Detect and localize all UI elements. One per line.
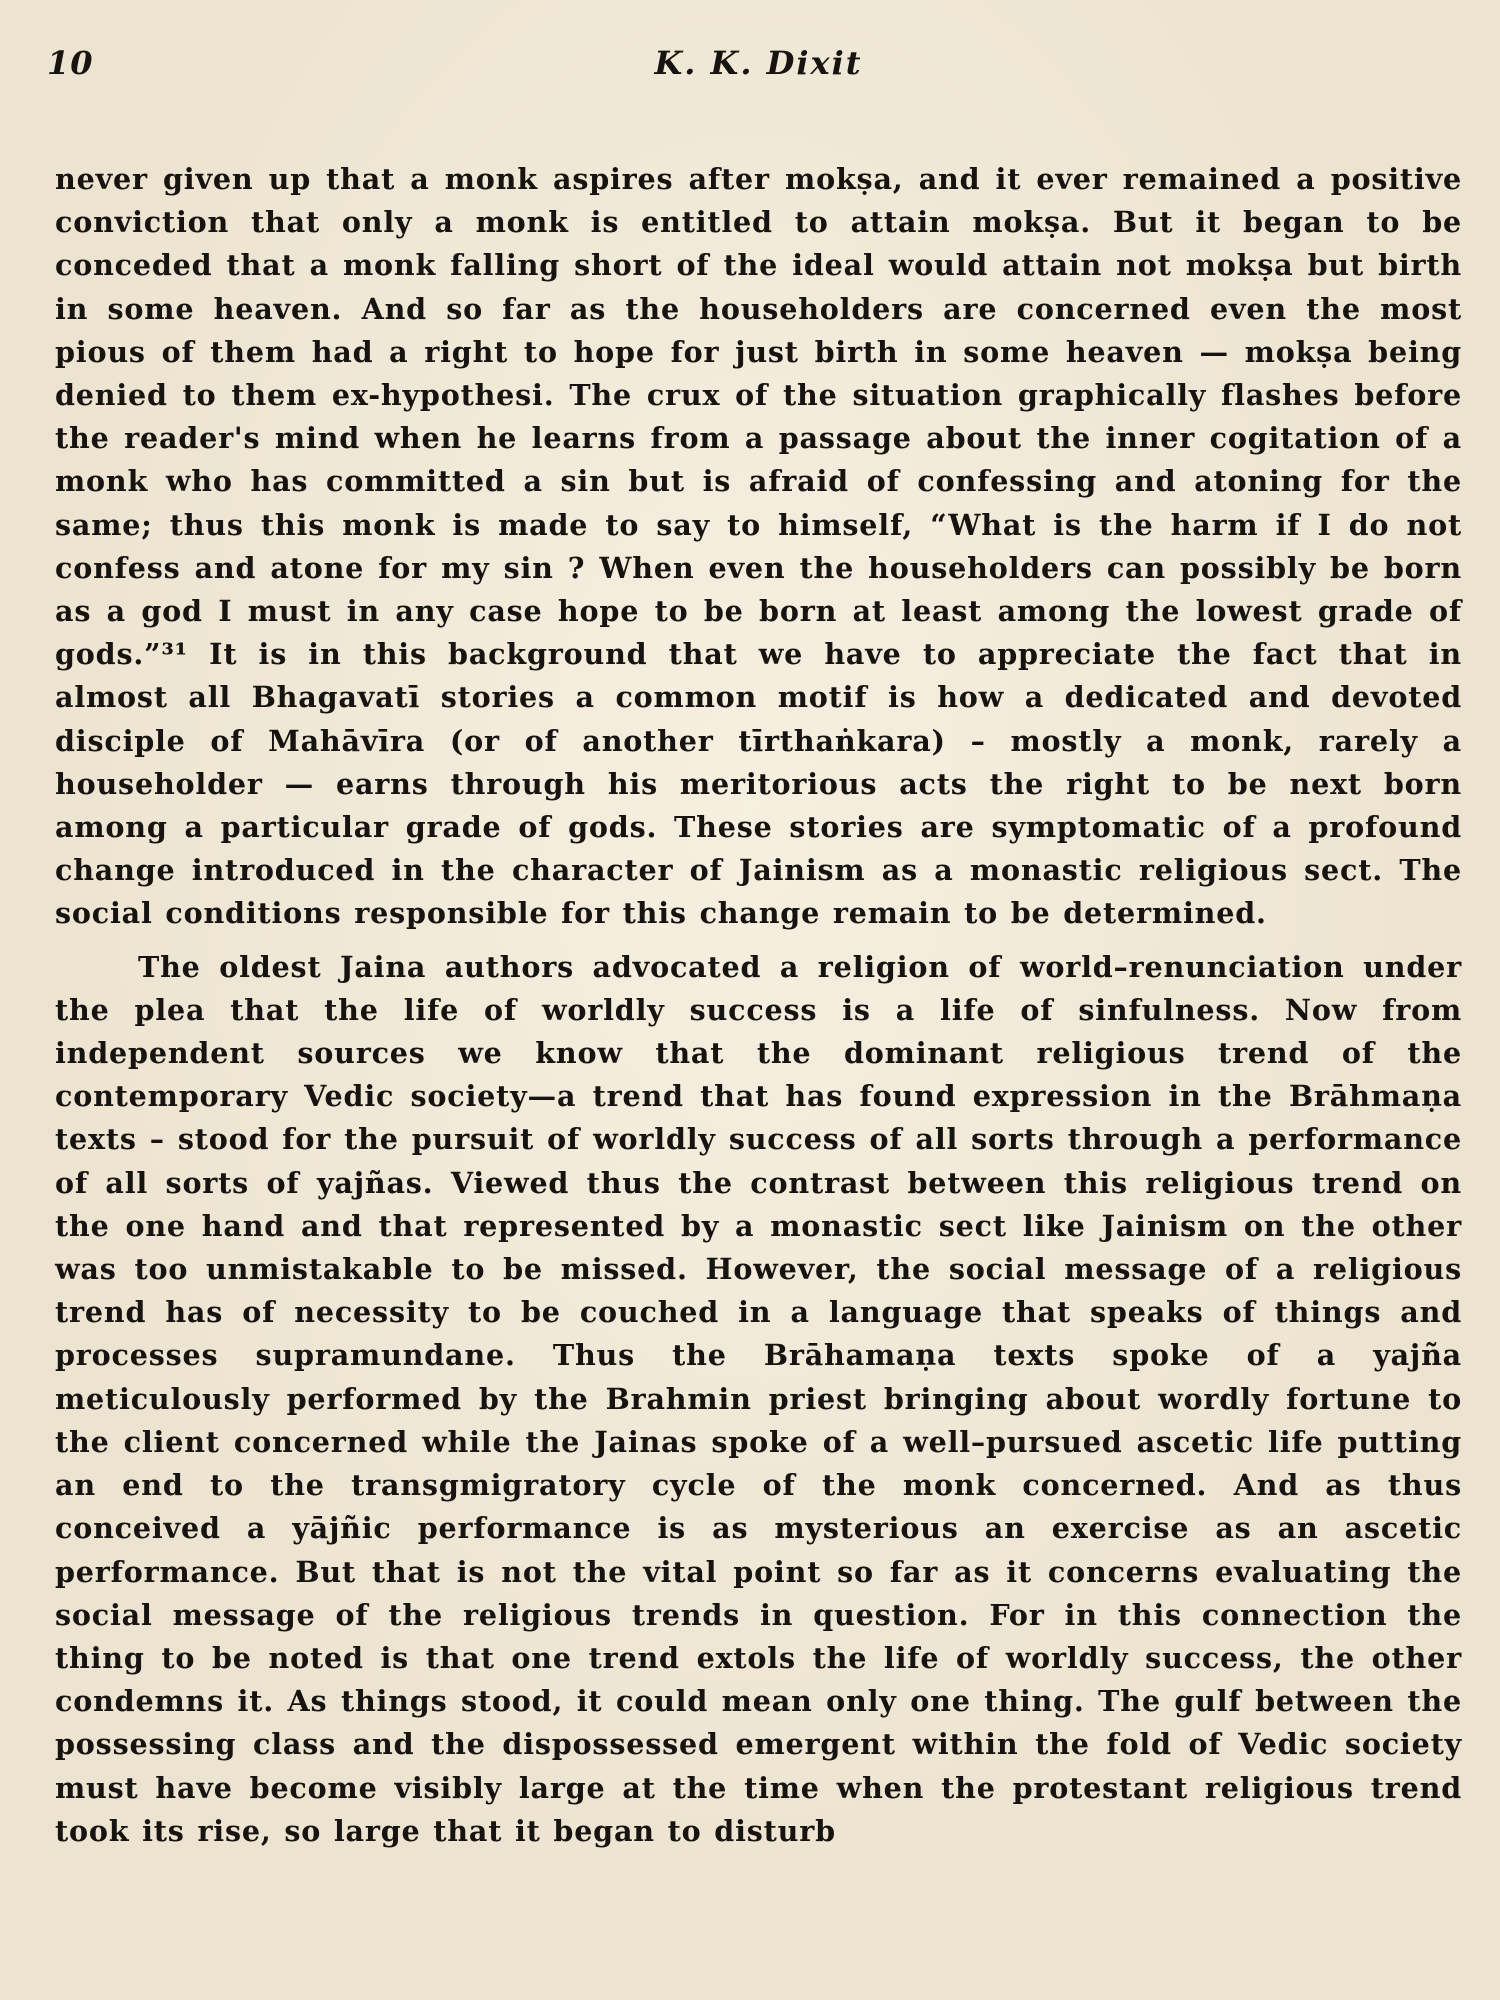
paragraph-1: never given up that a monk aspires after mokṣa, and it ever remained a positive conviction that only a monk is entitled to attain mokṣa. But it began to be conceded that a monk falling short of the ideal would attain not mokṣa but birth in some heaven. And so far as the householders are concerned even the most pious of them had a right to hope for just birth in some heaven — mokṣa being denied to them ex-hypothesi. The crux of the situation graphically flashes before the reader's mind when he learns from a passage about the inner cogitation of a monk who has committed a sin but is afraid of confessing and atoning for the same; thus this monk is made to say to himself, “What is the harm if I do not confess and atone for my sin ? When even the householders can possibly be born as a god I must in any case hope to be born at least among the lowest grade of gods.”³¹ It is in this background that we have to appreciate the fact that in almost all Bhagavatī stories a common motif is how a dedicated and devoted disciple of Mahāvīra (or of another tīrthaṅkara) – mostly a monk, rarely a householder — earns through his meritorious acts the right to be next born among a particular grade of gods. These stories are symptomatic of a profound change introduced in the character of Jainism as a monastic religious sect. The social conditions responsible for this change remain to be determined. (55, 162, 1462, 931)
paragraph-2: The oldest Jaina authors advocated a religion of world–renunciation under the plea that the life of worldly success is a life of sinfulness. Now from independent sources we know that the dominant religious trend of the contemporary Vedic society—a trend that has found expression in the Brāhmaṇa texts – stood for the pursuit of worldly success of all sorts through a performance of all sorts of yajñas. Viewed thus the contrast between this religious trend on the one hand and that represented by a monastic sect like Jainism on the other was too unmistakable to be missed. However, the social message of a religious trend has of necessity to be couched in a language that speaks of things and processes supramundane. Thus the Brāhamaṇa texts spoke of a yajña meticulously performed by the Brahmin priest bringing about wordly fortune to the client concerned while the Jainas spoke of a well–pursued ascetic life putting an end to the transgmigratory cycle of the monk concerned. And as thus conceived a yājñic performance is as mysterious an exercise as an ascetic performance. But that is not the vital point so far as it concerns evaluating the social message of the religious trends in question. For in this connection the thing to be noted is that one trend extols the life of worldly success, the other condemns it. As things stood, it could mean only one thing. The gulf between the possessing class and the dispossessed emergent within the fold of Vedic society must have become visibly large at the time when the protestant religious trend took its rise, so large that it began to disturb (55, 949, 1462, 1848)
running-head-author: K. K. Dixit (654, 44, 863, 82)
body-text (55, 158, 1462, 1853)
page-header (47, 36, 1462, 96)
page-number: 10 (47, 44, 94, 82)
